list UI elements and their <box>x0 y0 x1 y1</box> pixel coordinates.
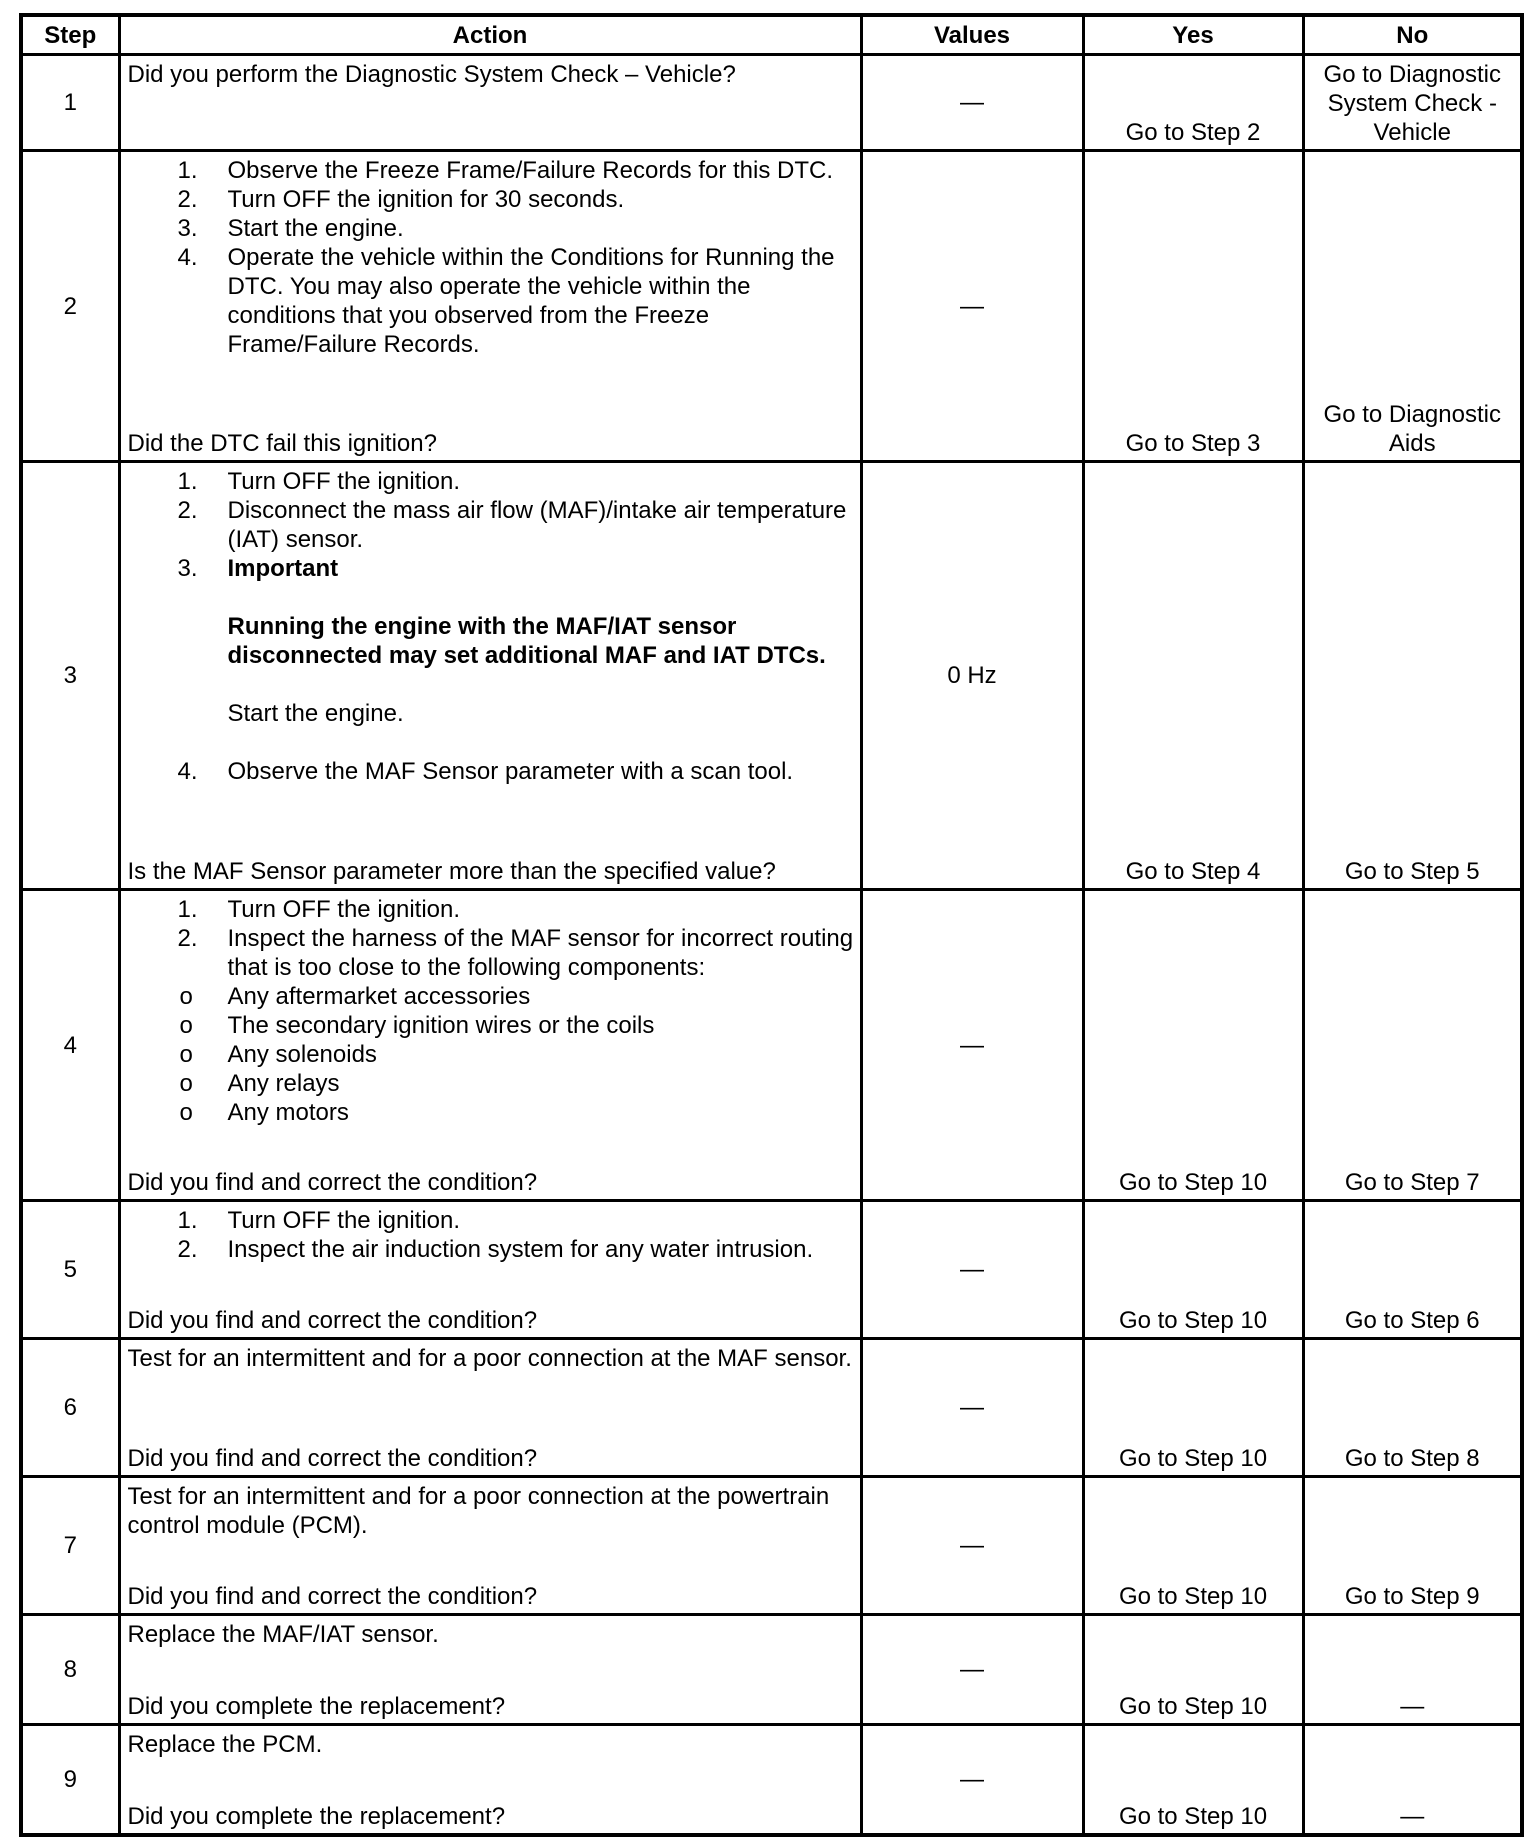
action-text: Test for an intermittent and for a poor connection at the powertrain control module (PCM). <box>127 1483 830 1539</box>
action-cell <box>119 1615 861 1725</box>
step-number: 1 <box>21 55 119 151</box>
no-cell: Go to Step 7 <box>1303 890 1522 1201</box>
question-text: Did you complete the replacement? <box>127 1803 506 1830</box>
yes-cell: Go to Step 10 <box>1083 1339 1303 1477</box>
table-row-step-6 <box>21 1339 1522 1477</box>
values-cell: — <box>861 1725 1083 1836</box>
list-item: 4. Observe the MAF Sensor parameter with a scan tool. <box>177 758 794 785</box>
table-row-step-5 <box>21 1201 1522 1339</box>
table-row-step-2 <box>21 151 1522 462</box>
question-text: Did you find and correct the condition? <box>127 1169 538 1196</box>
step-number: 4 <box>21 890 119 1201</box>
list-item: 1. Turn OFF the ignition. <box>177 1207 461 1234</box>
no-cell: — <box>1303 1725 1522 1836</box>
header-step: Step <box>21 15 119 55</box>
action-cell <box>119 890 861 1201</box>
table-row-step-3 <box>21 462 1522 890</box>
header-yes: Yes <box>1083 15 1303 55</box>
values-cell: — <box>861 55 1083 151</box>
list-item: o Any relays <box>179 1070 340 1097</box>
table-row-step-4 <box>21 890 1522 1201</box>
action-cell <box>119 151 861 462</box>
action-steps-list <box>128 1206 854 1264</box>
yes-cell: Go to Step 10 <box>1083 1477 1303 1615</box>
list-item: 2. Disconnect the mass air flow (MAF)/intake air temperature (IAT) sensor. <box>177 497 847 553</box>
values-cell: — <box>861 1477 1083 1615</box>
yes-cell: Go to Step 10 <box>1083 1615 1303 1725</box>
list-item: o Any aftermarket accessories <box>179 983 531 1010</box>
action-cell <box>119 462 861 890</box>
list-item: 2. Inspect the harness of the MAF sensor for incorrect routing that is too close to the following components: <box>177 925 854 981</box>
action-steps-list <box>128 467 854 786</box>
important-label: Important <box>227 555 339 582</box>
step-number: 8 <box>21 1615 119 1725</box>
list-item: 3. Start the engine. <box>177 215 404 242</box>
no-cell: Go to Step 8 <box>1303 1339 1522 1477</box>
list-item: o The secondary ignition wires or the coils <box>179 1012 655 1039</box>
diagnostic-table <box>19 13 1524 1837</box>
yes-cell: Go to Step 10 <box>1083 1201 1303 1339</box>
no-cell: Go to Diagnostic System Check - Vehicle <box>1303 55 1522 151</box>
yes-cell: Go to Step 2 <box>1083 55 1303 151</box>
yes-cell: Go to Step 3 <box>1083 151 1303 462</box>
table-row-step-1 <box>21 55 1522 151</box>
header-values: Values <box>861 15 1083 55</box>
list-item: 3. Important Running the engine with the MAF/IAT sensor disconnected may set additional MAF and IAT DTCs. Start the engine. <box>128 554 854 757</box>
header-row <box>21 15 1522 55</box>
action-cell <box>119 1477 861 1615</box>
no-cell: — <box>1303 1615 1522 1725</box>
list-item: 1. Turn OFF the ignition. <box>177 896 461 923</box>
yes-cell: Go to Step 10 <box>1083 1725 1303 1836</box>
table-row-step-9 <box>21 1725 1522 1836</box>
action-cell <box>119 55 861 151</box>
diagnostic-table-container <box>19 13 1524 1837</box>
values-cell: — <box>861 1339 1083 1477</box>
list-item: 1. Turn OFF the ignition. <box>177 468 461 495</box>
no-cell: Go to Diagnostic Aids <box>1303 151 1522 462</box>
step-number: 9 <box>21 1725 119 1836</box>
step-number: 2 <box>21 151 119 462</box>
action-cell <box>119 1725 861 1836</box>
list-item: 2. Turn OFF the ignition for 30 seconds. <box>177 186 625 213</box>
question-text: Is the MAF Sensor parameter more than the specified value? <box>127 858 776 885</box>
list-item: 2. Inspect the air induction system for any water intrusion. <box>177 1236 814 1263</box>
action-cell <box>119 1339 861 1477</box>
action-text: Replace the PCM. <box>127 1731 323 1758</box>
action-text: Did you perform the Diagnostic System Check – Vehicle? <box>127 61 736 88</box>
question-text: Did you find and correct the condition? <box>127 1445 538 1472</box>
header-no: No <box>1303 15 1522 55</box>
values-cell: — <box>861 1615 1083 1725</box>
action-steps-list <box>128 895 854 982</box>
header-action: Action <box>119 15 861 55</box>
list-item: 4. Operate the vehicle within the Conditions for Running the DTC. You may also operate the vehicle within the conditions that you observed from the Freeze Frame/Failure Records. <box>177 244 835 358</box>
list-item: 1. Observe the Freeze Frame/Failure Records for this DTC. <box>177 157 834 184</box>
table-row-step-7 <box>21 1477 1522 1615</box>
question-text: Did you complete the replacement? <box>127 1693 506 1720</box>
table-row-step-8 <box>21 1615 1522 1725</box>
step-number: 6 <box>21 1339 119 1477</box>
list-item: o Any solenoids <box>179 1041 377 1068</box>
values-cell: — <box>861 890 1083 1201</box>
no-cell: Go to Step 6 <box>1303 1201 1522 1339</box>
yes-cell: Go to Step 4 <box>1083 462 1303 890</box>
values-cell: — <box>861 151 1083 462</box>
step-text: Start the engine. <box>227 700 404 727</box>
action-cell <box>119 1201 861 1339</box>
values-cell: — <box>861 1201 1083 1339</box>
action-steps-list <box>128 156 854 359</box>
action-text: Test for an intermittent and for a poor connection at the MAF sensor. <box>127 1345 852 1372</box>
step-number: 7 <box>21 1477 119 1615</box>
question-text: Did the DTC fail this ignition? <box>127 430 437 457</box>
component-sublist <box>128 982 854 1127</box>
no-cell: Go to Step 5 <box>1303 462 1522 890</box>
warning-text: Running the engine with the MAF/IAT sensor disconnected may set additional MAF and IAT DTCs. <box>227 613 826 669</box>
step-number: 3 <box>21 462 119 890</box>
yes-cell: Go to Step 10 <box>1083 890 1303 1201</box>
no-cell: Go to Step 9 <box>1303 1477 1522 1615</box>
action-text: Replace the MAF/IAT sensor. <box>127 1621 439 1648</box>
step-number: 5 <box>21 1201 119 1339</box>
values-cell: 0 Hz <box>861 462 1083 890</box>
question-text: Did you find and correct the condition? <box>127 1307 538 1334</box>
question-text: Did you find and correct the condition? <box>127 1583 538 1610</box>
list-item: o Any motors <box>179 1099 349 1126</box>
